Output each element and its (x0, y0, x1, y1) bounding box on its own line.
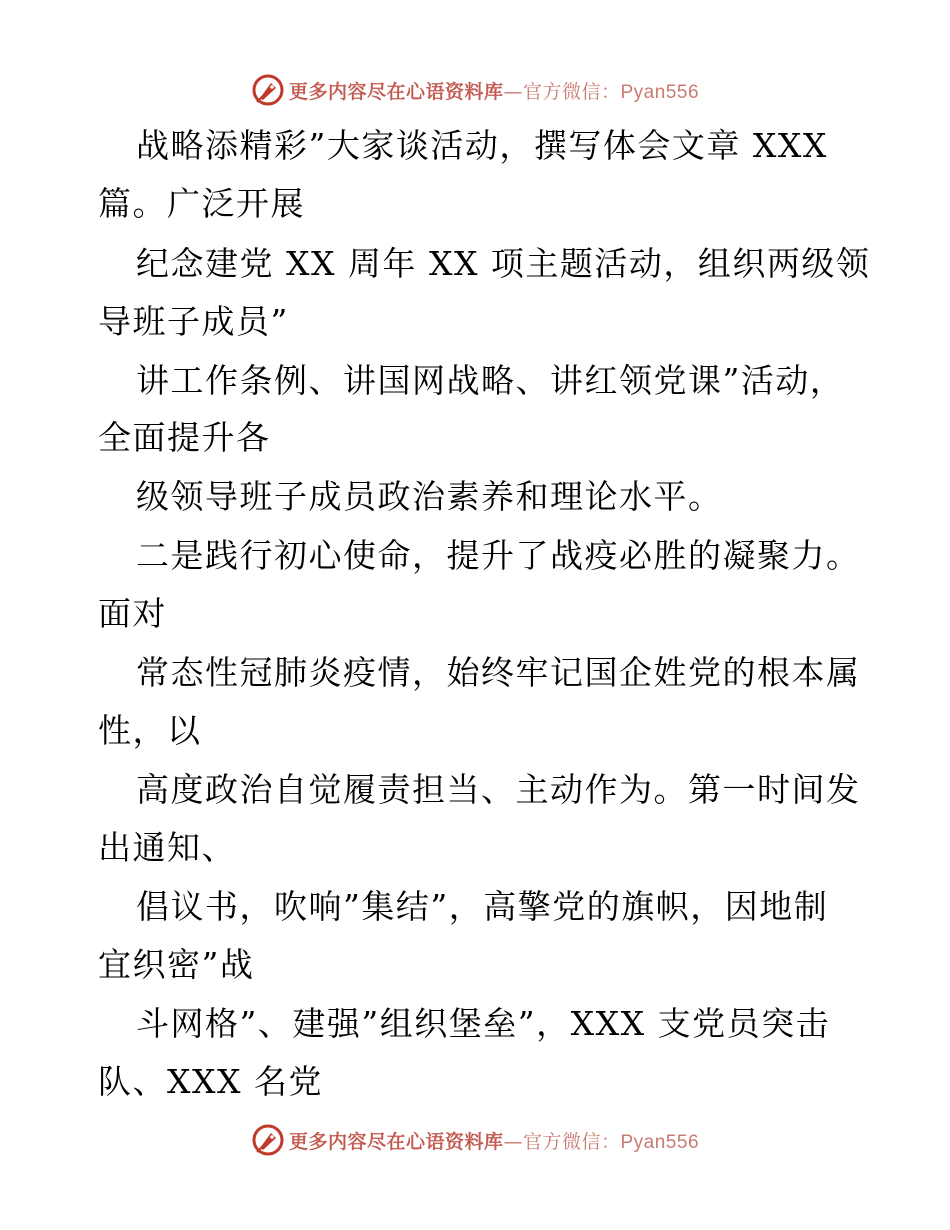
body-line: 战略添精彩”大家谈活动，撰写体会文章 XXX (136, 126, 828, 165)
body-line: 宜织密”战 (98, 945, 255, 984)
body-line: 级领导班子成员政治素养和理论水平。 (136, 477, 723, 516)
body-line: 倡议书，吹响”集结”，高擎党的旗帜，因地制 (136, 887, 829, 926)
body-line: 高度政治自觉履责担当、主动作为。第一时间发 (136, 770, 861, 809)
pen-nib-logo-icon (251, 73, 285, 107)
footer-separator: — (503, 1130, 523, 1153)
pen-nib-logo-icon (251, 1123, 285, 1157)
header-banner-content (251, 73, 699, 107)
header-contact-id: Pyan556 (620, 81, 700, 103)
footer-banner (0, 1120, 950, 1160)
header-brand-text: 更多内容尽在心语资料库 (288, 80, 504, 103)
body-line: 导班子成员” (98, 302, 289, 341)
body-line: 二是践行初心使命，提升了战疫必胜的凝聚力。 (136, 536, 861, 575)
body-line: 斗网格”、建强”组织堡垒”，XXX 支党员突击 (136, 1004, 831, 1043)
header-separator: — (503, 80, 523, 103)
footer-brand-text: 更多内容尽在心语资料库 (288, 1130, 504, 1153)
footer-contact-id: Pyan556 (620, 1131, 700, 1153)
body-line: 队、XXX 名党 (98, 1062, 323, 1101)
body-line: 常态性冠肺炎疫情，始终牢记国企姓党的根本属 (136, 653, 861, 692)
header-banner (0, 70, 950, 110)
footer-contact-label: 官方微信： (522, 1130, 621, 1153)
body-line: 篇。广泛开展 (98, 184, 305, 223)
body-line: 性，以 (98, 711, 202, 750)
body-line: 全面提升各 (98, 418, 271, 457)
header-banner-text (289, 77, 699, 104)
header-contact-label: 官方微信： (522, 80, 621, 103)
body-line: 出通知、 (98, 828, 236, 867)
body-line: 纪念建党 XX 周年 XX 项主题活动，组织两级领 (136, 244, 871, 283)
footer-banner-content (251, 1123, 699, 1157)
footer-banner-text (289, 1127, 699, 1154)
body-line: 讲工作条例、讲国网战略、讲红领党课”活动， (136, 361, 845, 400)
body-line: 面对 (98, 594, 167, 633)
